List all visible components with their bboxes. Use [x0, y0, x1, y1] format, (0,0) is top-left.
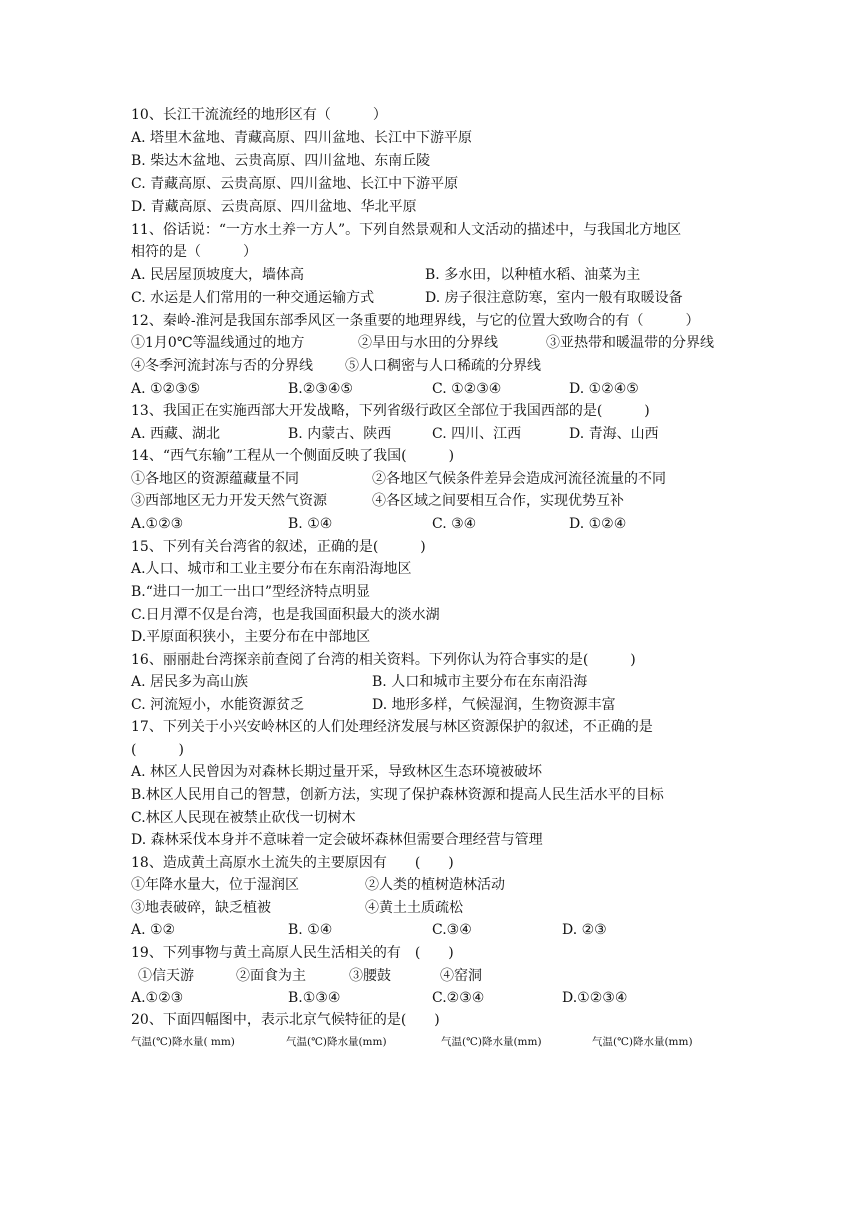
- question-17-option-b: B.林区人民用自己的智慧，创新方法，实现了保护森林资源和提高人民生活水平的目标: [131, 787, 664, 803]
- question-14-item-3: ③西部地区无力开发天然气资源: [131, 493, 327, 509]
- question-18-item-4: ④黄土土质疏松: [365, 900, 463, 916]
- question-13-option-b: B. 内蒙古、陕西: [288, 426, 392, 442]
- question-11-option-b: B. 多水田，以种植水稻、油菜为主: [425, 267, 641, 283]
- question-19-item-4: ④窑洞: [440, 968, 482, 984]
- question-10-option-a: A. 塔里木盆地、青藏高原、四川盆地、长江中下游平原: [131, 130, 473, 146]
- question-17-option-c: C.林区人民现在被禁止砍伐一切树木: [131, 810, 356, 826]
- question-17-option-d: D. 森林采伐本身并不意味着一定会破坏森林但需要合理经营与管理: [131, 832, 543, 848]
- question-15-option-b: B.“进口一加工一出口”型经济特点明显: [131, 584, 371, 600]
- chart-4-header: 气温(℃)降水量(mm): [592, 1036, 693, 1048]
- question-17-stem-line-1: 17、下列关于小兴安岭林区的人们处理经济发展与林区资源保护的叙述，不正确的是: [131, 719, 653, 735]
- question-18-option-b: B. ①④: [288, 922, 333, 938]
- question-14-option-c: C. ③④: [432, 516, 477, 532]
- question-16-option-c: C. 河流短小，水能资源贫乏: [131, 697, 305, 713]
- question-19-option-d: D.①②③④: [562, 990, 628, 1006]
- question-12-item-3: ③亚热带和暖温带的分界线: [546, 335, 714, 351]
- question-19-option-b: B.①③④: [288, 990, 341, 1006]
- question-10-stem: 10、长江干流流经的地形区有（ ）: [131, 107, 387, 123]
- question-13-option-d: D. 青海、山西: [569, 426, 659, 442]
- question-18-option-a: A. ①②: [131, 922, 176, 938]
- question-16-option-d: D. 地形多样，气候湿润，生物资源丰富: [372, 697, 616, 713]
- chart-3-header: 气温(℃)降水量(mm): [441, 1036, 542, 1048]
- question-16-option-b: B. 人口和城市主要分布在东南沿海: [372, 674, 588, 690]
- question-11-option-a: A. 民居屋顶坡度大，墙体高: [131, 267, 305, 283]
- question-12-item-5: ⑤人口稠密与人口稀疏的分界线: [345, 358, 541, 374]
- question-12-option-d: D. ①②④⑤: [569, 381, 639, 397]
- question-14-item-2: ②各地区气候条件差异会造成河流径流量的不同: [372, 471, 666, 487]
- chart-1-header: 气温(℃)降水量( mm): [131, 1036, 235, 1048]
- question-15-option-c: C.日月潭不仅是台湾，也是我国面积最大的淡水湖: [131, 607, 440, 623]
- question-10-option-d: D. 青藏高原、云贵高原、四川盆地、华北平原: [131, 199, 417, 215]
- question-12-option-c: C. ①②③④: [432, 381, 502, 397]
- question-14-option-d: D. ①②④: [569, 516, 627, 532]
- question-18-option-c: C.③④: [432, 922, 472, 938]
- question-16-option-a: A. 居民多为高山族: [131, 674, 249, 690]
- question-13-option-a: A. 西藏、湖北: [131, 426, 221, 442]
- question-14-option-b: B. ①④: [288, 516, 333, 532]
- question-12-item-2: ②旱田与水田的分界线: [358, 335, 498, 351]
- question-12-stem: 12、秦岭-淮河是我国东部季风区一条重要的地理界线，与它的位置大致吻合的有（ ）: [131, 313, 700, 329]
- question-14-option-a: A.①②③: [131, 516, 184, 532]
- question-13-option-c: C. 四川、江西: [432, 426, 522, 442]
- chart-2-header: 气温(℃)降水量(mm): [286, 1036, 387, 1048]
- question-19-option-c: C.②③④: [432, 990, 485, 1006]
- question-17-stem-line-2: ( ): [131, 742, 184, 758]
- question-14-item-4: ④各区域之间要相互合作，实现优势互补: [372, 493, 624, 509]
- question-18-item-1: ①年降水量大，位于湿润区: [131, 877, 299, 893]
- question-10-option-b: B. 柴达木盆地、云贵高原、四川盆地、东南丘陵: [131, 153, 431, 169]
- question-18-item-2: ②人类的植树造林活动: [365, 877, 505, 893]
- question-13-stem: 13、我国正在实施西部大开发战略，下列省级行政区全部位于我国西部的是( ): [131, 403, 650, 419]
- question-11-option-c: C. 水运是人们常用的一种交通运输方式: [131, 290, 375, 306]
- question-18-item-3: ③地表破碎，缺乏植被: [131, 900, 271, 916]
- question-18-option-d: D. ②③: [562, 922, 607, 938]
- question-14-stem: 14、“西气东输”工程从一个侧面反映了我国( ): [131, 448, 455, 464]
- question-20-stem: 20、下面四幅图中，表示北京气候特征的是( ): [131, 1012, 440, 1028]
- question-19-item-2: ②面食为主: [236, 968, 306, 984]
- question-16-stem: 16、丽丽赴台湾探亲前查阅了台湾的相关资料。下列你认为符合事实的是( ): [131, 652, 636, 668]
- question-11-option-d: D. 房子很注意防寒，室内一般有取暖设备: [425, 290, 683, 306]
- question-11-stem-line-1: 11、俗话说：“一方水土养一方人”。下列自然景观和人文活动的描述中，与我国北方地区: [131, 222, 682, 238]
- question-10-option-c: C. 青藏高原、云贵高原、四川盆地、长江中下游平原: [131, 176, 459, 192]
- question-11-stem-line-2: 相符的是（ ）: [131, 244, 257, 260]
- question-18-stem: 18、造成黄土高原水土流失的主要原因有 ( ): [131, 855, 454, 871]
- question-12-item-1: ①1月0℃等温线通过的地方: [131, 335, 305, 351]
- question-15-option-d: D.平原面积狭小，主要分布在中部地区: [131, 629, 371, 645]
- question-17-option-a: A. 林区人民曾因为对森林长期过量开采，导致林区生态环境被破坏: [131, 764, 543, 780]
- question-14-item-1: ①各地区的资源蕴藏量不同: [131, 471, 299, 487]
- question-19-option-a: A.①②③: [131, 990, 184, 1006]
- question-19-stem: 19、下列事物与黄土高原人民生活相关的有 ( ): [131, 945, 454, 961]
- question-19-item-1: ①信天游: [138, 968, 194, 984]
- question-15-option-a: A.人口、城市和工业主要分布在东南沿海地区: [131, 561, 412, 577]
- question-12-option-a: A. ①②③⑤: [131, 381, 201, 397]
- question-12-item-4: ④冬季河流封冻与否的分界线: [131, 358, 313, 374]
- question-19-item-3: ③腰鼓: [349, 968, 391, 984]
- question-12-option-b: B.②③④⑤: [288, 381, 353, 397]
- question-15-stem: 15、下列有关台湾省的叙述，正确的是( ): [131, 539, 426, 555]
